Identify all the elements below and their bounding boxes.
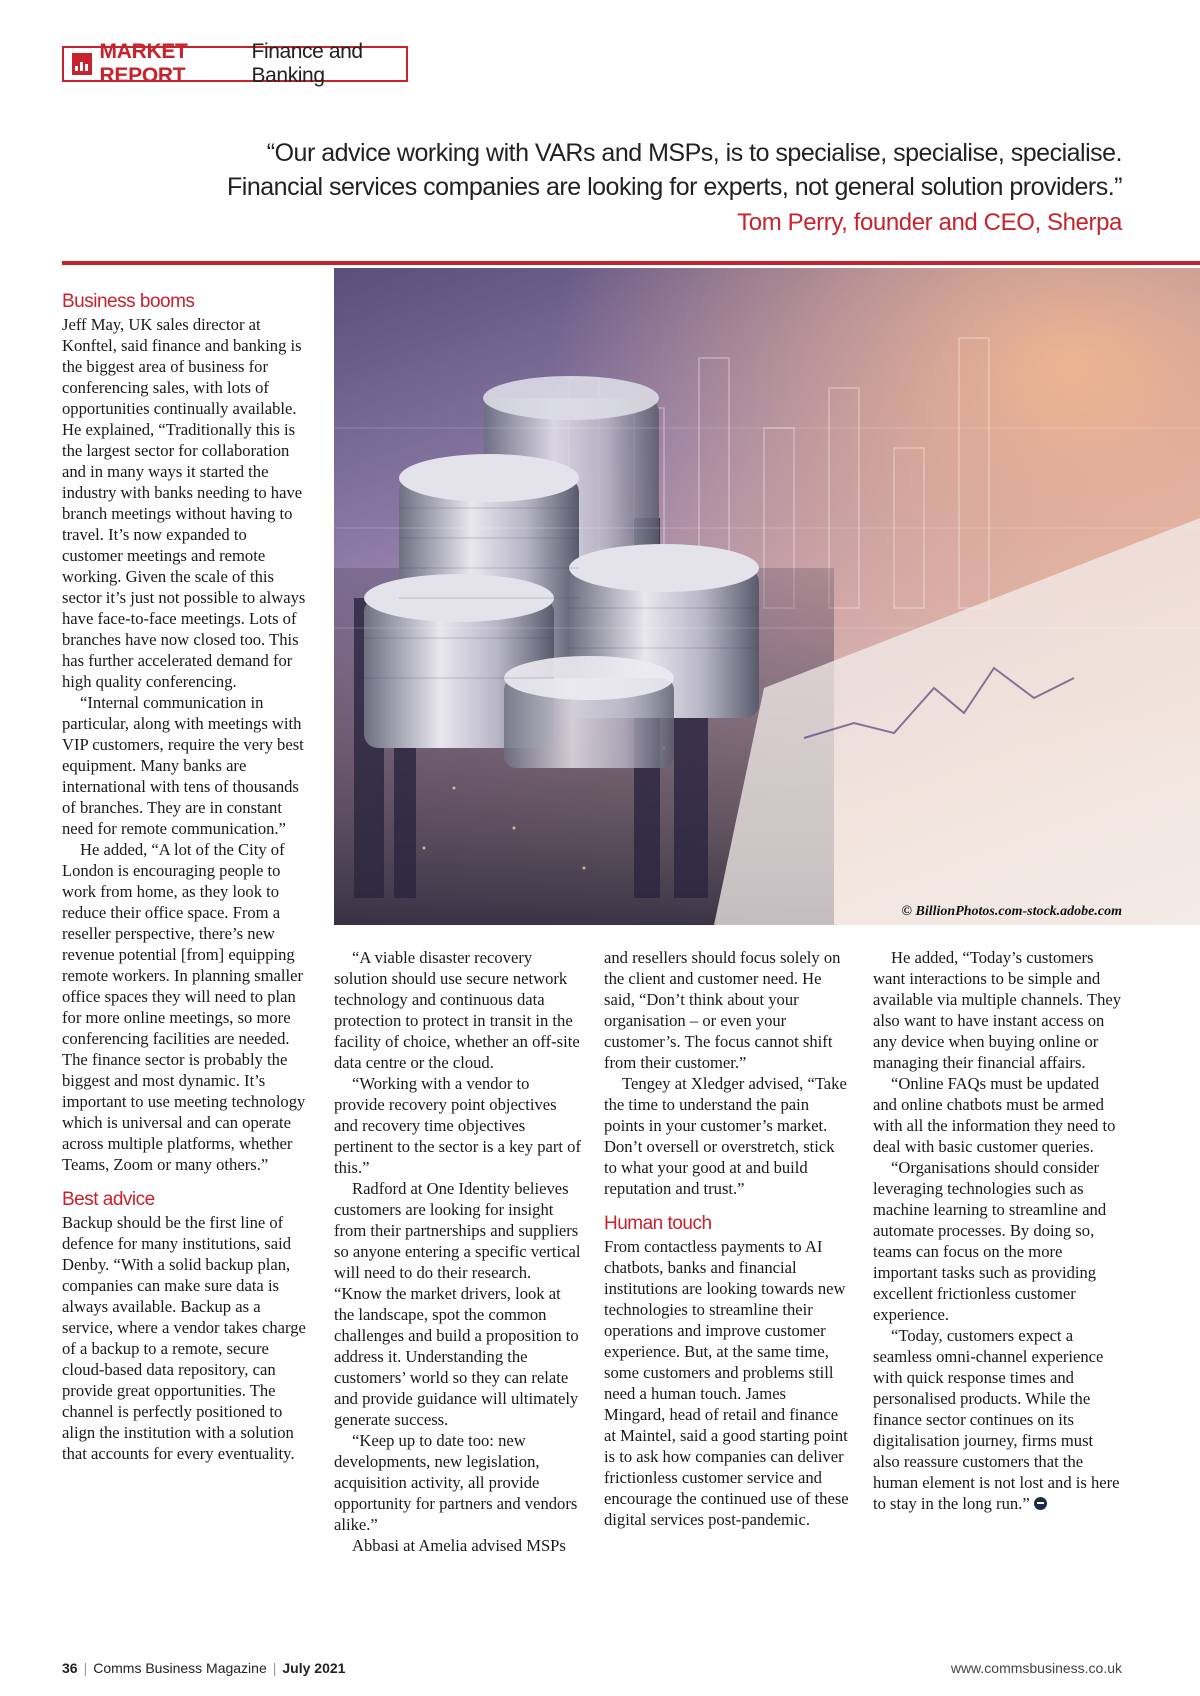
paragraph-text: “Today, customers expect a seamless omni-channel experience with quick response times and personalised products. While the finance sector continues on its digitalisation journey, firms must also reassure customers that the human element is not lost and is here to stay in the long run.” xyxy=(873,1326,1120,1513)
website-url: www.commsbusiness.co.uk xyxy=(950,1660,1122,1676)
paragraph: “Internal communication in particular, along with meetings with VIP customers, require the very best equipment. Many banks are international with tens of thousands of branches. They are in constant need for remote communication.” xyxy=(62,693,304,838)
paragraph xyxy=(873,1325,1123,1514)
photo-credit: © BillionPhotos.com-stock.adobe.com xyxy=(901,904,1122,919)
paragraph: “Working with a vendor to provide recovery point objectives and recovery time objectives pertinent to the sector is a key part of this.” xyxy=(334,1074,581,1177)
section-title: MARKET REPORT xyxy=(99,40,188,87)
paragraph: Backup should be the first line of defence for many institutions, said Denby. “With a solid backup plan, companies can make sure data is always available. Backup as a service, where a vendor takes charge of a backup to a remote, secure cloud-based data repository, can provide great opportunities. The channel is perfectly positioned to align the institution with a solution that accounts for every eventuality. xyxy=(62,1213,306,1463)
pull-quote-line-2: Financial services companies are looking for experts, not general solution providers.” xyxy=(227,173,1122,201)
article-column-3 xyxy=(604,947,850,1530)
paragraph: He added, “A lot of the City of London is encouraging people to work from home, as they look to reduce their office space. From a reseller perspective, there’s new revenue potential [from] equipping remote workers. In planning smaller office spaces they will need to plan for more online meetings, so more conferencing facilities are needed. The finance sector is probably the biggest and most dynamic. It’s important to use meeting technology which is universal and can operate across multiple platforms, whether Teams, Zoom or many others.” xyxy=(62,840,306,1174)
paragraph: “Keep up to date too: new developments, new legislation, acquisition activity, all provide opportunity for partners and vendors alike.” xyxy=(334,1431,578,1534)
paragraph: Jeff May, UK sales director at Konftel, said finance and banking is the biggest area of business for conferencing sales, with lots of opportunities continually available. He explained, “Traditionally this is the largest sector for collaboration and in many ways it started the industry with banks needing to have branch meetings without having to travel. It’s now expanded to customer meetings and remote working. Given the scale of this sector it’s just not possible to always have face-to-face meetings. Lots of branches have now closed too. This has further accelerated demand for high quality conferencing. xyxy=(62,315,306,691)
paragraph: He added, “Today’s customers want interactions to be simple and available via multiple channels. They also want to have instant access on any device when buying online or managing their financial affairs. xyxy=(873,948,1122,1072)
magazine-name: Comms Business Magazine xyxy=(93,1660,267,1676)
footer-left: 36 | Comms Business Magazine | July 2021 xyxy=(62,1660,346,1676)
paragraph: Tengey at Xledger advised, “Take the time to understand the pain points in your customer’s market. Don’t oversell or overstretch, stick to what your good at and build reputation and trust.” xyxy=(604,1074,847,1198)
presentation-chart-icon xyxy=(72,53,92,75)
pull-quote-attribution: Tom Perry, founder and CEO, Sherpa xyxy=(737,209,1122,236)
article-column-1 xyxy=(62,290,308,1464)
paragraph: Radford at One Identity believes customers are looking for insight from their partnerships and suppliers so anyone entering a specific vertical will need to do their research. “Know the market drivers, look at the landscape, spot the common challenges and build a proposition to address it. Understanding the customers’ world so they can relate and provide guidance will ultimately generate success. xyxy=(334,1179,581,1429)
page-number: 36 xyxy=(62,1660,78,1676)
paragraph: and resellers should focus solely on the client and customer need. He said, “Don’t think about your organisation – or even your customer’s. The focus cannot shift from their customer.” xyxy=(604,948,841,1072)
paragraph: “Organisations should consider leveraging technologies such as machine learning to streamline and automate processes. By doing so, teams can focus on the more important tasks such as providing excellent frictionless customer experience. xyxy=(873,1158,1107,1324)
page-footer xyxy=(62,1660,1122,1680)
coins-city-illustration xyxy=(334,268,1200,925)
pull-quote xyxy=(222,136,1122,240)
subhead-human-touch: Human touch xyxy=(604,1213,712,1234)
section-divider xyxy=(62,261,1200,265)
article-column-2 xyxy=(334,947,582,1556)
article-column-4 xyxy=(873,947,1123,1514)
paragraph: “Online FAQs must be updated and online chatbots must be armed with all the information they need to deal with basic customer queries. xyxy=(873,1074,1116,1156)
end-of-article-icon xyxy=(1034,1497,1047,1510)
subhead-best-advice: Best advice xyxy=(62,1189,155,1210)
section-tag xyxy=(62,40,408,87)
subhead-business-booms: Business booms xyxy=(62,291,195,312)
paragraph: Abbasi at Amelia advised MSPs xyxy=(352,1536,566,1555)
feature-photo xyxy=(334,268,1200,925)
issue-date: July 2021 xyxy=(282,1660,346,1676)
pull-quote-line-1: “Our advice working with VARs and MSPs, is to specialise, specialise, specialise. xyxy=(266,139,1122,167)
section-subtitle: Finance and Banking xyxy=(251,40,363,87)
paragraph: From contactless payments to AI chatbots, banks and financial institutions are looking towards new technologies to streamline their operations and improve customer experience. But, at the same time, some customers and problems still need a human touch. James Mingard, head of retail and finance at Maintel, said a good starting point is to ask how companies can deliver frictionless customer service and encourage the continued use of these digital services post-pandemic. xyxy=(604,1237,849,1529)
paragraph: “A viable disaster recovery solution should use secure network technology and continuous data protection to protect in transit in the facility of choice, whether an off-site data centre or the cloud. xyxy=(334,948,580,1072)
